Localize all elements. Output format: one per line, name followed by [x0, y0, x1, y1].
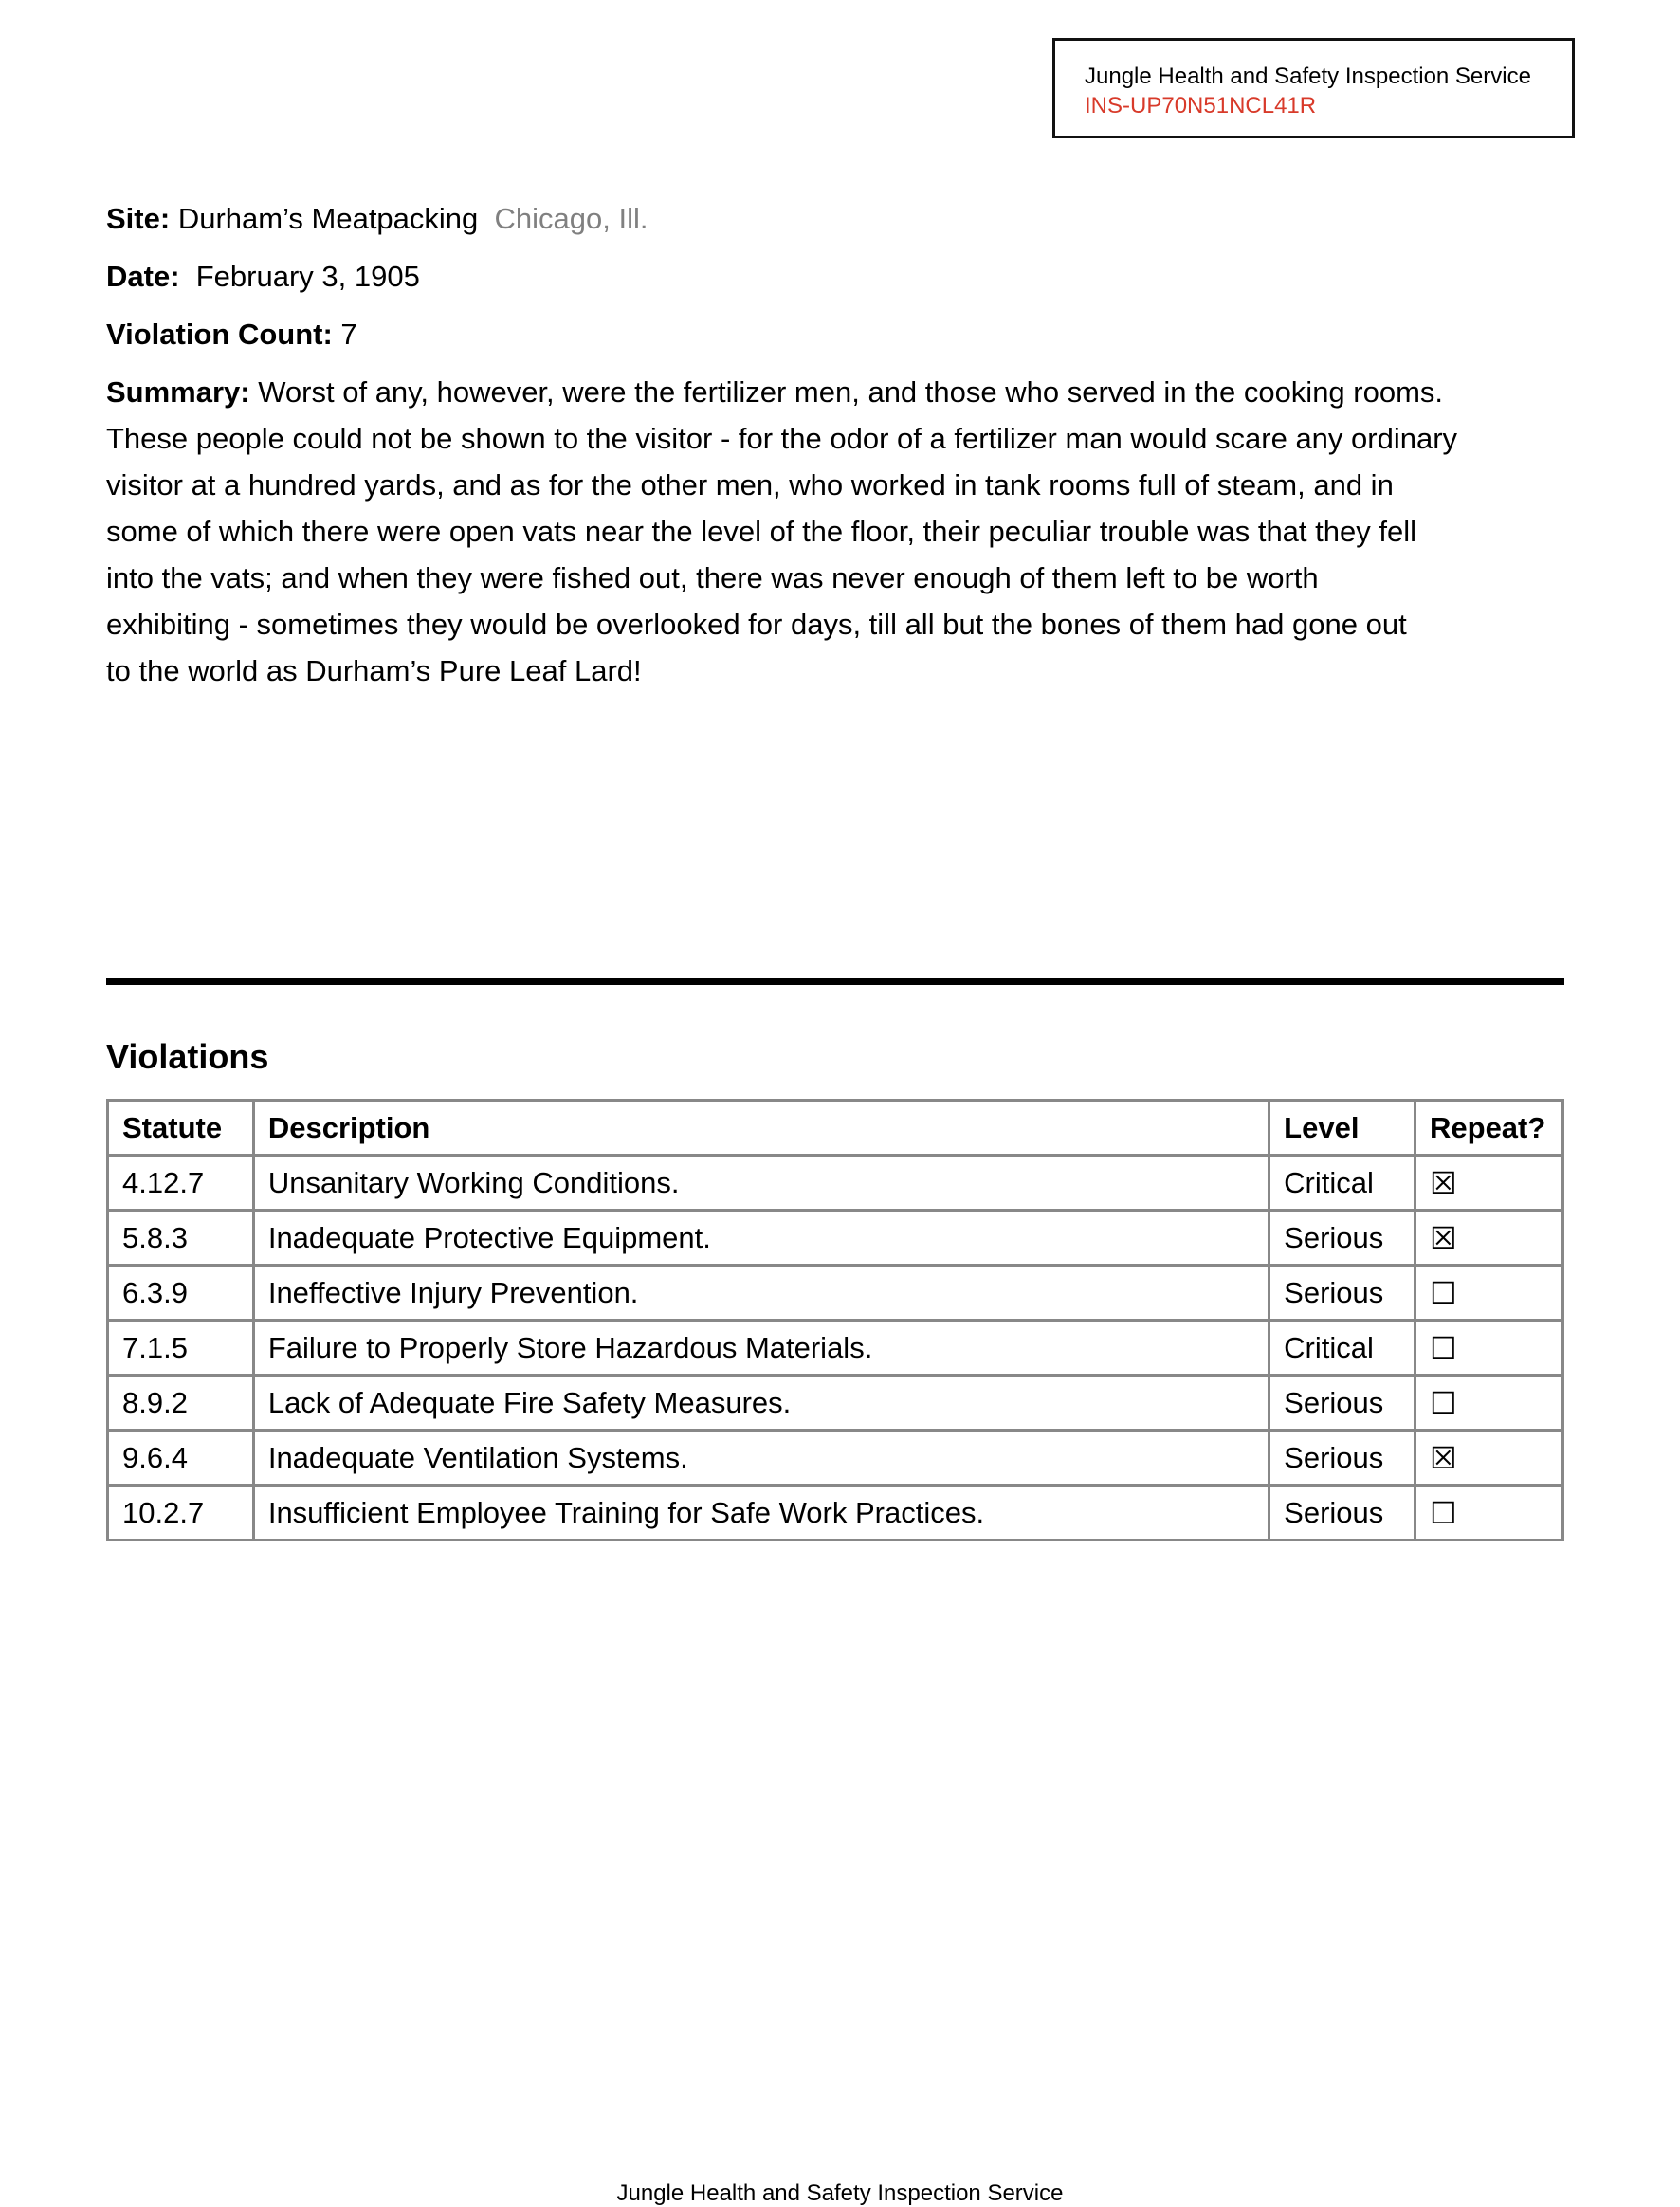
level-cell: Serious — [1269, 1266, 1415, 1321]
repeat-checked-icon: ☒ — [1415, 1156, 1563, 1211]
statute-cell: 6.3.9 — [108, 1266, 254, 1321]
site-name: Durham’s Meatpacking — [177, 202, 479, 235]
statute-cell: 7.1.5 — [108, 1321, 254, 1376]
statute-cell: 4.12.7 — [108, 1156, 254, 1211]
repeat-unchecked-icon: ☐ — [1415, 1486, 1563, 1541]
summary-line: some of which there were open vats near the level of the floor, their peculiar trouble was that they fell — [106, 515, 1416, 548]
repeat-unchecked-icon: ☐ — [1415, 1321, 1563, 1376]
page-footer: Jungle Health and Safety Inspection Service — [616, 2180, 1064, 2206]
statute-cell: 8.9.2 — [108, 1376, 254, 1431]
summary-label: Summary: — [106, 375, 250, 409]
date-label: Date: — [106, 260, 180, 293]
repeat-unchecked-icon: ☐ — [1415, 1376, 1563, 1431]
violations-heading: Violations — [106, 1037, 269, 1076]
site-label: Site: — [106, 202, 171, 235]
date-line — [106, 253, 1481, 311]
column-header-description: Description — [253, 1101, 1269, 1156]
repeat-checked-icon: ☒ — [1415, 1431, 1563, 1486]
table-header-row — [108, 1101, 1563, 1156]
level-cell: Critical — [1269, 1321, 1415, 1376]
inspection-details — [106, 195, 1481, 694]
column-header-level: Level — [1269, 1101, 1415, 1156]
summary-line: visitor at a hundred yards, and as for the other men, who worked in tank rooms full of steam, and in — [106, 468, 1394, 502]
description-cell: Ineffective Injury Prevention. — [253, 1266, 1269, 1321]
description-cell: Unsanitary Working Conditions. — [253, 1156, 1269, 1211]
column-header-statute: Statute — [108, 1101, 254, 1156]
table-row — [108, 1266, 1563, 1321]
violation-count-line — [106, 311, 1481, 369]
table-row — [108, 1156, 1563, 1211]
level-cell: Serious — [1269, 1486, 1415, 1541]
level-cell: Serious — [1269, 1211, 1415, 1266]
violations-table — [106, 1099, 1564, 1541]
summary-line: to the world as Durham’s Pure Leaf Lard! — [106, 654, 642, 687]
description-cell: Failure to Properly Store Hazardous Materials. — [253, 1321, 1269, 1376]
site-line — [106, 195, 1481, 253]
summary-line: These people could not be shown to the visitor - for the odor of a fertilizer man would scare any ordinary — [106, 422, 1458, 455]
summary-line: exhibiting - sometimes they would be overlooked for days, till all but the bones of them had gone out — [106, 608, 1407, 641]
inspection-id: INS-UP70N51NCL41R — [1085, 93, 1317, 119]
table-row — [108, 1431, 1563, 1486]
description-cell: Lack of Adequate Fire Safety Measures. — [253, 1376, 1269, 1431]
statute-cell: 5.8.3 — [108, 1211, 254, 1266]
site-location: Chicago, Ill. — [494, 202, 648, 235]
summary-line: Worst of any, however, were the fertilizer men, and those who served in the cooking rooms. — [258, 375, 1444, 409]
description-cell: Inadequate Ventilation Systems. — [253, 1431, 1269, 1486]
statute-cell: 9.6.4 — [108, 1431, 254, 1486]
level-cell: Serious — [1269, 1431, 1415, 1486]
description-cell: Insufficient Employee Training for Safe Work Practices. — [253, 1486, 1269, 1541]
statute-cell: 10.2.7 — [108, 1486, 254, 1541]
section-divider — [106, 978, 1564, 985]
organization-name: Jungle Health and Safety Inspection Service — [1085, 64, 1531, 89]
table-row — [108, 1486, 1563, 1541]
table-row — [108, 1321, 1563, 1376]
repeat-checked-icon: ☒ — [1415, 1211, 1563, 1266]
violation-count-value: 7 — [340, 318, 357, 351]
summary-line: into the vats; and when they were fished out, there was never enough of them left to be worth — [106, 561, 1319, 594]
repeat-unchecked-icon: ☐ — [1415, 1266, 1563, 1321]
description-cell: Inadequate Protective Equipment. — [253, 1211, 1269, 1266]
level-cell: Serious — [1269, 1376, 1415, 1431]
summary — [106, 369, 1471, 694]
date-value: February 3, 1905 — [195, 260, 420, 293]
column-header-repeat: Repeat? — [1415, 1101, 1563, 1156]
table-row — [108, 1211, 1563, 1266]
violation-count-label: Violation Count: — [106, 318, 333, 351]
inspection-id-box — [1052, 38, 1575, 138]
level-cell: Critical — [1269, 1156, 1415, 1211]
table-row — [108, 1376, 1563, 1431]
